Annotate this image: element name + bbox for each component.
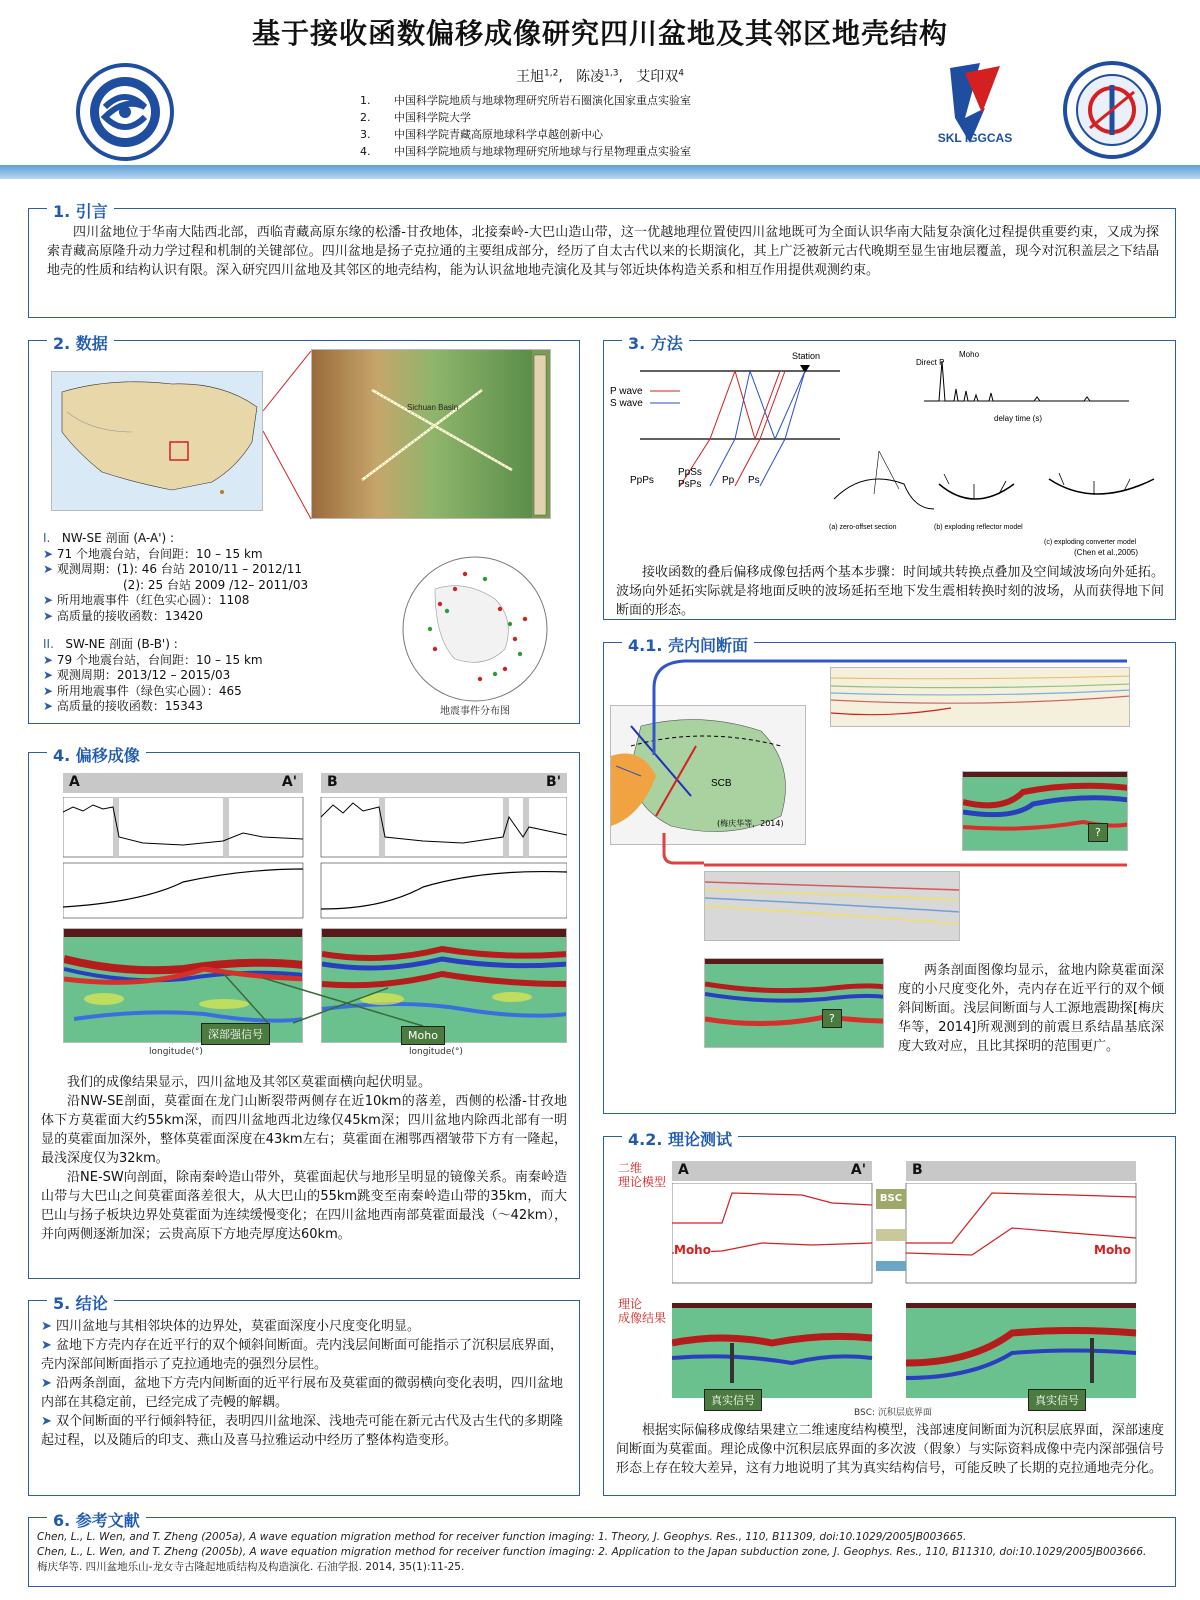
receiver-function-trace [914,351,1174,426]
theory-text: 根据实际偏移成像结果建立二维速度结构模型，浅部速度间断面为沉积层底界面，深部速度间断面为莫霍面。理论成像中沉积层底界面的多次波（假象）与实际资料成像中壳内深部强信号形态上存在较大差异，这有力地说明了其为真实结构信号，可能反映了长期的克拉通地壳分化。 [616,1423,1164,1476]
svg-text:Ps: Ps [748,475,760,486]
reference-item: 梅庆华等. 四川盆地乐山-龙女寺古隆起地质结构及构造演化. 石油学报. 2014, 35(1):11-25. [37,1561,465,1573]
moho-label-right: Moho [1094,1243,1131,1257]
topo-map [311,349,551,519]
section-title: 4. 偏移成像 [47,743,146,766]
question-tag: ? [1088,823,1108,842]
list-item: ➤ 79 个地震台站，台间距：10 – 15 km [43,653,383,669]
profile-2-list [43,637,383,715]
event-globe [395,549,565,719]
reference-item: Chen, L., L. Wen, and T. Zheng (2005a), A wave equation migration method for receiver function imaging: 1. Theory, J. Geophys. Res., 110, B11309, doi:10.1029/2005JB003665. [37,1531,967,1543]
bsc-label: BSC [876,1189,906,1209]
profile-head: I. NW-SE 剖面 (A-A') : [43,531,175,545]
zoom-connector [263,351,313,521]
list-item: ➤ 71 个地震台站，台间距：10 – 15 km [43,547,383,563]
skl-logo [920,58,1030,148]
intracrustal-section [603,636,1176,1114]
profile-1-list [43,531,383,624]
seismic-section-bottom [704,871,960,941]
affiliation-item: 2. 中国科学院大学 [360,111,471,124]
theory-profile-a-header: A A' [672,1161,872,1181]
result-label: 理论 成像结果 [618,1297,667,1325]
affiliation-item: 4. 中国科学院地质与地球物理研究所地球与行星物理重点实验室 [360,145,691,158]
svg-text:Sichuan Basin: Sichuan Basin [407,403,459,412]
deep-signal-tag: 深部强信号 [201,1023,270,1045]
method-section [603,334,1176,620]
list-item: ➤ 所用地震事件（红色实心圆）：1108 [43,593,383,609]
affiliation-list [360,92,691,160]
section-title: 4.1. 壳内间断面 [622,633,754,656]
header-band [0,165,1200,179]
section-title: 6. 参考文献 [47,1508,146,1531]
topography-profiles [63,797,567,922]
author-name: 艾印双 [636,69,679,85]
profile-a-header: A A' [63,773,303,793]
svg-text:(b) exploding reflector model: (b) exploding reflector model [934,524,1023,531]
author-name: 陈凌 [576,69,605,85]
poster-header [0,0,1200,170]
svg-text:(c) exploding converter model: (c) exploding converter model [1044,539,1137,546]
theory-model-plots [672,1183,1142,1403]
data-section [28,334,580,724]
svg-text:SCB: SCB [711,778,732,789]
section-title: 3. 方法 [622,331,689,354]
section-title: 4.2. 理论测试 [622,1127,738,1150]
author-name: 王旭 [515,69,544,85]
profile-b-header: B B' [321,773,567,793]
author-line: 王旭$^{1,2}$, 陈凌$^{1,3}$, 艾印双$^4$ [515,68,684,85]
affiliation-item: 3. 中国科学院青藏高原地球科学卓越创新中心 [360,128,603,141]
question-tag: ? [822,1009,842,1028]
institute-logo-left [75,62,175,162]
china-map [51,371,263,511]
svg-text:地震事件分布图: 地震事件分布图 [440,706,510,717]
svg-text:PpSs: PpSs [678,467,702,478]
intro-text: 四川盆地位于华南大陆西北部，西临青藏高原东缘的松潘-甘孜地体，北接秦岭-大巴山造山带，这一优越地理位置使四川盆地既可为全面认识华南大陆复杂演化过程提供重要约束，又成为探索青藏高原隆升动力学过程和机制的关键部位。四川盆地是扬子克拉通的主要组成部分，经历了自太古代以来的长期演化，其上广泛被新元古代晚期至显生宙地层覆盖，现今对沉积盖层之下结晶地壳的性质和结构认识有限。深入研究四川盆地及其邻区的地壳结构，能为认识盆地地壳演化及其与邻近块体构造关系和相互作用提供观测约束。 [47,225,1159,278]
list-item: ➤ 高质量的接收函数：13420 [43,609,383,625]
svg-text:Moho: Moho [959,351,980,359]
migration-text: 我们的成像结果显示，四川盆地及其邻区莫霍面横向起伏明显。 沿NW-SE剖面，莫霍面在龙门山断裂带两侧存在近10km的落差，西侧的松潘-甘孜地体下方莫霍面大约55km深，而四川盆地西北边缘仅45km深；四川盆地内除西北部有一明显的莫霍面加深外，整体莫霍面深度在43km左右；莫霍面在湘鄂西褶皱带下方有一隆起，最浅深度仅为32km。 沿NE-SW向剖面，除南秦岭造山带外，莫霍面起伏与地形呈明显的镜像关系。南秦岭造山带与大巴山之间莫霍面落差很大，从大巴山的55km跳变至南秦岭造山带的35km，而大巴山与扬子板块边界处莫霍面为连续缓慢变化；在四川盆地西南部莫霍面最浅（～42km），并向两侧逐渐加深；云贵高原下方地壳厚度达60km。 [41,1075,567,1242]
true-signal-tag: 真实信号 [1028,1389,1086,1411]
institute-logo-right [1062,60,1162,160]
svg-text:Station: Station [792,351,821,361]
migration-annotation-arrows [63,928,567,1043]
list-item: ➤ 观测周期：(1): 46 台站 2010/11 – 2012/11 [43,562,383,578]
svg-text:Pp: Pp [722,475,735,486]
conclusion-section [28,1294,580,1496]
svg-text:P wave: P wave [610,386,643,397]
x-axis-label: longitude(°) [409,1047,463,1057]
intracrustal-image-2 [704,958,884,1048]
poster-title: 基于接收函数偏移成像研究四川盆地及其邻区地壳结构 [251,17,948,50]
svg-text:PsPs: PsPs [678,479,702,490]
svg-text:(梅庆华等，2014): (梅庆华等，2014) [717,819,784,828]
section-title: 5. 结论 [47,1291,114,1314]
list-item: ➤ 所用地震事件（绿色实心圆）：465 [43,684,383,700]
migration-section [28,746,580,1279]
svg-text:SKL IGGCAS: SKL IGGCAS [937,131,1013,145]
list-item: ➤ 沿两条剖面，盆地下方壳内间断面的近平行展布及莫霍面的微弱横向变化表明，四川盆地内部在其稳定前，已经完成了壳幔的解耦。 [41,1374,567,1412]
affiliation-item: 1. 中国科学院地质与地球物理研究所岩石圈演化国家重点实验室 [360,94,691,107]
list-item: (2): 25 台站 2009 /12– 2011/03 [123,577,309,592]
references-section [28,1511,1176,1587]
svg-text:delay time (s): delay time (s) [994,414,1043,423]
theory-section [603,1130,1176,1496]
migration-models [824,429,1169,559]
seismic-section-top [830,667,1130,727]
true-signal-tag: 真实信号 [704,1389,762,1411]
theory-profile-b-header: B [906,1161,1136,1181]
svg-text:S wave: S wave [610,398,643,409]
model-label: 二维 理论模型 [618,1161,667,1189]
svg-text:(Chen et al.,2005): (Chen et al.,2005) [1074,548,1139,557]
svg-text:(a) zero-offset section: (a) zero-offset section [829,524,897,531]
conclusion-list [41,1317,567,1450]
svg-text:PpPs: PpPs [630,475,654,486]
reference-list [37,1530,1171,1575]
intracrustal-text: 两条剖面图像均显示，盆地内除莫霍面深度的小尺度变化外，壳内存在近平行的双个倾斜间断面。浅层间断面与人工源地震勘探[梅庆华等，2014]所观测到的前震旦系结晶基底深度大致对应，且比其探明的范围更广。 [898,963,1164,1054]
section-title: 2. 数据 [47,331,114,354]
profile-head: II. SW-NE 剖面 (B-B') : [43,637,178,651]
bsc-note: BSC: 沉积层底界面 [854,1408,932,1418]
list-item: ➤ 高质量的接收函数：15343 [43,699,383,715]
svg-text:Direct P: Direct P [916,358,945,367]
list-item: ➤ 四川盆地与其相邻块体的边界处，莫霍面深度小尺度变化明显。 [41,1317,567,1336]
bsc-column [876,1189,906,1389]
reference-item: Chen, L., L. Wen, and T. Zheng (2005b), A wave equation migration method for receiver function imaging: 2. Application to the Japan subduction zone, J. Geophys. Res., 110, B11310, doi:10.1029/2005JB003666. [37,1546,1147,1558]
x-axis-label: longitude(°) [149,1047,203,1057]
list-item: ➤ 盆地下方壳内存在近平行的双个倾斜间断面。壳内浅层间断面可能指示了沉积层底界面，壳内深部间断面指示了克拉通地壳的强烈分层性。 [41,1336,567,1374]
moho-label-left: Moho [674,1243,711,1257]
list-item: ➤ 观测周期：2013/12 – 2015/03 [43,668,383,684]
moho-tag: Moho [401,1026,445,1045]
list-item: ➤ 双个间断面的平行倾斜特征，表明四川盆地深、浅地壳可能在新元古代及古生代的多期隆起过程，以及随后的印支、燕山及喜马拉雅运动中经历了整体构造变形。 [41,1412,567,1450]
section-title: 1. 引言 [47,199,114,222]
intro-section [28,202,1176,318]
method-text: 接收函数的叠后偏移成像包括两个基本步骤：时间域共转换点叠加及空间域波场向外延拓。波场向外延拓实际就是将地面反映的波场延拓至地下发生震相转换时刻的波场，从而获得地下间断面的形态。 [616,565,1164,618]
